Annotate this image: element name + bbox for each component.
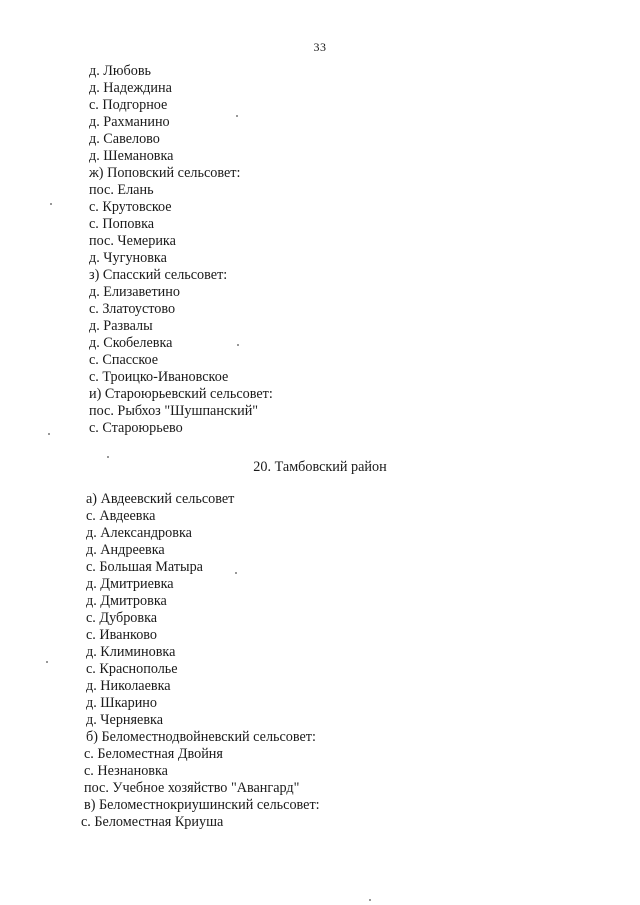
list-item: с. Подгорное bbox=[89, 97, 168, 113]
scan-speck bbox=[237, 344, 239, 346]
list-item: с. Беломестная Двойня bbox=[84, 746, 223, 762]
list-item: д. Развалы bbox=[89, 318, 153, 334]
list-item: д. Рахманино bbox=[89, 114, 170, 130]
section-heading: 20. Тамбовский район bbox=[253, 459, 387, 475]
list-item: с. Дубровка bbox=[86, 610, 158, 626]
list-item: д. Александровка bbox=[86, 525, 192, 541]
scan-speck bbox=[107, 456, 109, 458]
council-heading: ж) Поповский сельсовет: bbox=[89, 165, 241, 181]
list-item: пос. Елань bbox=[89, 182, 154, 198]
list-item: д. Елизаветино bbox=[89, 284, 180, 300]
scan-speck bbox=[236, 115, 238, 117]
list-item: пос. Рыбхоз "Шушпанский" bbox=[89, 403, 259, 419]
list-item: пос. Учебное хозяйство "Авангард" bbox=[84, 780, 300, 796]
list-item: д. Дмитровка bbox=[86, 593, 167, 609]
scan-speck bbox=[50, 203, 52, 205]
council-heading: в) Беломестнокриушинский сельсовет: bbox=[84, 797, 320, 813]
page-number: 33 bbox=[313, 40, 327, 54]
list-item: с. Авдеевка bbox=[86, 508, 156, 524]
list-item: д. Андреевка bbox=[86, 542, 165, 558]
list-item: с. Иванково bbox=[86, 627, 157, 643]
list-item: д. Шемановка bbox=[89, 148, 174, 164]
list-item: д. Савелово bbox=[89, 131, 160, 147]
list-item: с. Беломестная Криуша bbox=[81, 814, 224, 830]
list-item: с. Незнановка bbox=[84, 763, 168, 779]
list-item: с. Крутовское bbox=[89, 199, 172, 215]
list-item: д. Скобелевка bbox=[89, 335, 173, 351]
list-item: с. Троицко-Ивановское bbox=[89, 369, 229, 385]
list-item: д. Любовь bbox=[89, 63, 152, 79]
list-item: д. Климиновка bbox=[86, 644, 176, 660]
settlement-list-top bbox=[0, 63, 273, 437]
list-item: д. Николаевка bbox=[86, 678, 171, 694]
list-item: с. Спасское bbox=[89, 352, 159, 368]
scan-speck bbox=[235, 572, 237, 574]
list-item: пос. Чемерика bbox=[89, 233, 176, 249]
list-item: с. Поповка bbox=[89, 216, 155, 232]
list-item: д. Надеждина bbox=[89, 80, 172, 96]
council-heading: б) Беломестнодвойневский сельсовет: bbox=[86, 729, 316, 745]
list-item: с. Краснополье bbox=[86, 661, 178, 677]
list-item: д. Дмитриевка bbox=[86, 576, 174, 592]
council-heading: а) Авдеевский сельсовет bbox=[86, 491, 235, 507]
council-heading: и) Староюрьевский сельсовет: bbox=[89, 386, 273, 402]
council-heading: з) Спасский сельсовет: bbox=[89, 267, 228, 283]
list-item: с. Большая Матыра bbox=[86, 559, 203, 575]
list-item: д. Шкарино bbox=[86, 695, 157, 711]
list-item: д. Чугуновка bbox=[89, 250, 167, 266]
list-item: д. Черняевка bbox=[86, 712, 164, 728]
scan-speck bbox=[369, 899, 371, 901]
scan-speck bbox=[48, 433, 50, 435]
scan-speck bbox=[46, 661, 48, 663]
list-item: с. Златоустово bbox=[89, 301, 176, 317]
list-item: с. Староюрьево bbox=[89, 420, 183, 436]
